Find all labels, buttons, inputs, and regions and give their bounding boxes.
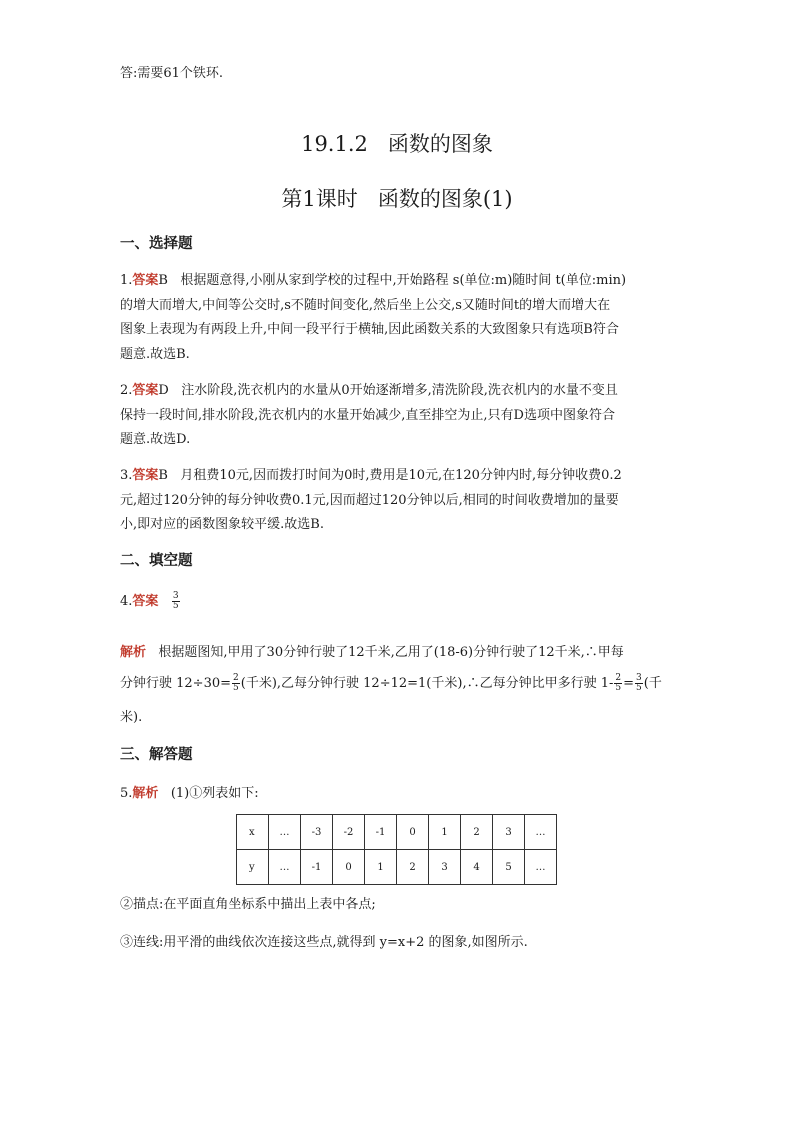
section-solution: 三、解答题 bbox=[120, 747, 193, 763]
q1-line-1 bbox=[120, 269, 626, 288]
table-cell: y bbox=[237, 850, 269, 885]
q4-answer-line bbox=[120, 590, 181, 611]
q4-analysis-line-3: 米). bbox=[120, 710, 143, 725]
q3-number: 3. bbox=[120, 468, 133, 483]
q4-answer-fraction: $\frac{3}{5}$ bbox=[172, 591, 179, 611]
q4-answer-tag: 答案 bbox=[132, 594, 159, 609]
q4-text-2b: (千米),乙每分钟行驶 12÷12=1(千米),∴乙每分钟比甲多行驶 1- bbox=[240, 676, 614, 691]
table-cell: 3 bbox=[429, 850, 461, 885]
table-cell: 0 bbox=[397, 815, 429, 850]
section-fill-blank: 二、填空题 bbox=[120, 553, 193, 569]
q2-line-2: 保持一段时间,排水阶段,洗衣机内的水量开始减少,直至排空为止,只有D选项中图象符合 bbox=[120, 408, 615, 423]
q1-text-1: 根据题意得,小刚从家到学校的过程中,开始路程 s(单位:m)随时间 t(单位:min) bbox=[180, 273, 627, 288]
q5-line-1 bbox=[120, 782, 259, 801]
lesson-heading bbox=[0, 183, 794, 213]
q1-number: 1. bbox=[120, 273, 133, 288]
table-cell: x bbox=[237, 815, 269, 850]
q2-line-3: 题意.故选D. bbox=[120, 432, 191, 447]
q5-number: 5. bbox=[120, 786, 133, 801]
table-cell: -2 bbox=[333, 815, 365, 850]
table-cell: … bbox=[525, 850, 557, 885]
table-cell: -1 bbox=[301, 850, 333, 885]
table-cell: -3 bbox=[301, 815, 333, 850]
q3-line-1 bbox=[120, 464, 622, 483]
q4-fraction-2: $\frac{2}{5}$ bbox=[615, 673, 622, 693]
table-cell: 3 bbox=[493, 815, 525, 850]
q1-answer-tag: 答案 bbox=[132, 273, 159, 288]
q4-text-2d: (千 bbox=[643, 676, 662, 691]
q1-line-4: 题意.故选B. bbox=[120, 347, 190, 362]
q2-choice: D bbox=[158, 383, 169, 398]
q3-line-3: 小,即对应的函数图象较平缓.故选B. bbox=[120, 517, 324, 532]
q4-analysis-line-2 bbox=[120, 672, 662, 693]
q4-analysis-text-1: 根据题图知,甲用了30分钟行驶了12千米,乙用了(18-6)分钟行驶了12千米,∴甲每 bbox=[158, 645, 624, 660]
q5-intro: (1)①列表如下: bbox=[170, 786, 259, 801]
q3-text-1: 月租费10元,因而拨打时间为0时,费用是10元,在120分钟内时,每分钟收费0.2 bbox=[180, 468, 622, 483]
table-cell: … bbox=[525, 815, 557, 850]
q5-analysis-tag: 解析 bbox=[132, 786, 159, 801]
section-number: 19.1.2 bbox=[301, 132, 368, 156]
table-cell: 4 bbox=[461, 850, 493, 885]
table-row-y bbox=[237, 850, 557, 885]
q4-number: 4. bbox=[120, 594, 133, 609]
q3-choice: B bbox=[158, 468, 168, 483]
table-cell: 2 bbox=[397, 850, 429, 885]
q4-fraction-1: $\frac{2}{5}$ bbox=[233, 673, 239, 693]
table-cell: … bbox=[269, 815, 301, 850]
table-cell: -1 bbox=[365, 815, 397, 850]
q1-choice: B bbox=[158, 273, 168, 288]
table-cell: 0 bbox=[333, 850, 365, 885]
table-row-x bbox=[237, 815, 557, 850]
q4-analysis-tag: 解析 bbox=[120, 645, 147, 660]
value-table bbox=[236, 814, 557, 885]
q4-text-2c: = bbox=[623, 676, 635, 691]
q1-line-2: 的增大而增大,中间等公交时,s不随时间变化,然后坐上公交,s又随时间t的增大而增大在 bbox=[120, 298, 611, 313]
q3-answer-tag: 答案 bbox=[132, 468, 159, 483]
q5-step-3: ③连线:用平滑的曲线依次连接这些点,就得到 y=x+2 的图象,如图所示. bbox=[120, 935, 528, 950]
table-cell: 1 bbox=[365, 850, 397, 885]
lesson-title: 函数的图象(1) bbox=[377, 187, 513, 211]
section-choice: 一、选择题 bbox=[120, 236, 193, 252]
q4-text-2a: 分钟行驶 12÷30= bbox=[120, 676, 232, 691]
q4-analysis-line-1 bbox=[120, 641, 624, 660]
previous-answer: 答:需要61个铁环. bbox=[120, 66, 224, 81]
q2-line-1 bbox=[120, 379, 618, 398]
table-cell: 1 bbox=[429, 815, 461, 850]
table-cell: 2 bbox=[461, 815, 493, 850]
q3-line-2: 元,超过120分钟的每分钟收费0.1元,因而超过120分钟以后,相同的时间收费增加的量要 bbox=[120, 493, 619, 508]
section-heading bbox=[0, 128, 794, 158]
table-cell: … bbox=[269, 850, 301, 885]
q4-fraction-3: $\frac{3}{5}$ bbox=[636, 673, 642, 693]
q2-number: 2. bbox=[120, 383, 133, 398]
q2-answer-tag: 答案 bbox=[132, 383, 159, 398]
lesson-number: 第1课时 bbox=[281, 187, 358, 211]
q2-text-1: 注水阶段,洗衣机内的水量从0开始逐渐增多,清洗阶段,洗衣机内的水量不变且 bbox=[181, 383, 618, 398]
q5-step-2: ②描点:在平面直角坐标系中描出上表中各点; bbox=[120, 897, 376, 912]
table-cell: 5 bbox=[493, 850, 525, 885]
section-title: 函数的图象 bbox=[387, 132, 493, 156]
q1-line-3: 图象上表现为有两段上升,中间一段平行于横轴,因此函数关系的大致图象只有选项B符合 bbox=[120, 322, 619, 337]
